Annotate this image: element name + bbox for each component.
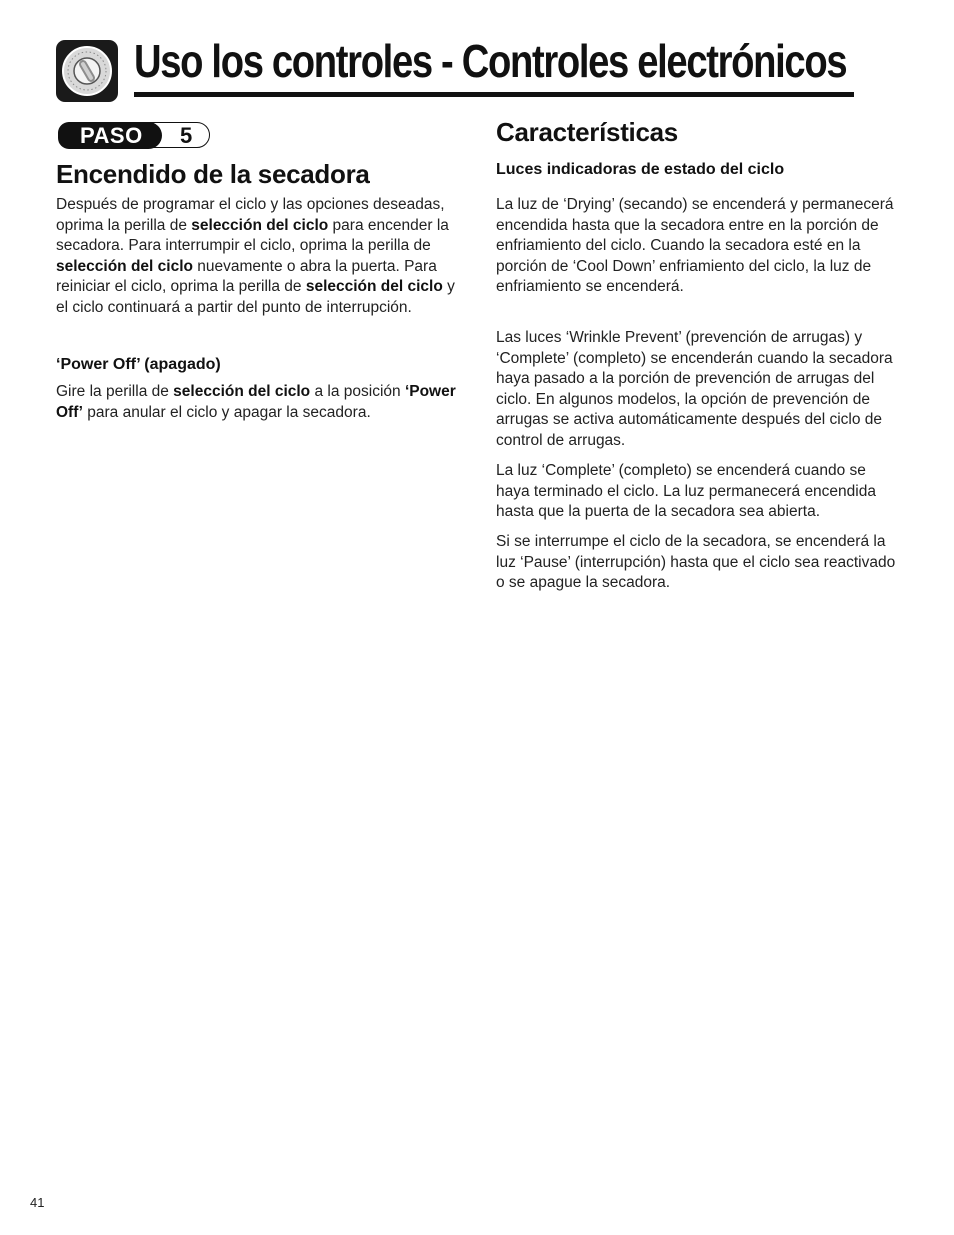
- page-header: [56, 35, 856, 100]
- paragraph-complete-light: La luz ‘Complete’ (completo) se encenderá cuando se haya terminado el ciclo. La luz permanecerá encendida hasta que la puerta de la secadora sea abierta.: [496, 462, 876, 521]
- text-run: Después de programar el ciclo y las opciones deseadas, oprima la perilla de: [56, 196, 445, 234]
- bold-text: selección del ciclo: [191, 216, 329, 234]
- bold-text: selección del ciclo: [173, 383, 311, 400]
- text-run: nuevamente o abra la puerta. Para reiniciar el ciclo, oprima la perilla de: [56, 257, 437, 296]
- paragraph-encendido: [56, 195, 462, 319]
- bold-text: ‘Power Off’: [56, 383, 456, 421]
- subheading-luces-indicadoras: Luces indicadoras de estado del ciclo: [496, 161, 785, 178]
- page-number: 41: [30, 1195, 45, 1210]
- bold-text: selección del ciclo: [305, 278, 443, 296]
- page-title: Uso los controles - Controles electrónicos: [134, 35, 847, 87]
- step-number: 5: [180, 123, 193, 148]
- control-knob-icon: [56, 40, 118, 102]
- paragraph-pause-light: Si se interrumpe el ciclo de la secadora, se encenderá la luz ‘Pause’ (interrupción) hasta que el ciclo sea reactivado o se apague la secadora.: [496, 533, 896, 592]
- control-knob-graphic: [56, 40, 118, 102]
- paragraph-power-off: [56, 382, 462, 423]
- section-heading-encendido: Encendido de la secadora: [56, 159, 370, 189]
- step-badge: [58, 122, 210, 148]
- text-run: Gire la perilla de: [56, 383, 174, 400]
- text-run: y el ciclo continuará a partir del punto de interrupción.: [56, 278, 455, 316]
- text-run: a la posición: [310, 383, 405, 400]
- text-run: para encender la secadora. Para interrumpir el ciclo, oprima la perilla de: [56, 216, 449, 255]
- step-label: PASO: [80, 123, 143, 148]
- subheading-power-off: ‘Power Off’ (apagado): [56, 356, 221, 373]
- paragraph-drying-light: La luz de ‘Drying’ (secando) se encenderá y permanecerá encendida hasta que la secadora entre en la porción de enfriamiento del ciclo. Cuando la secadora esté en la porción de ‘Cool Down’ enfriamiento del ciclo, la luz de enfriamiento se encenderá.: [496, 196, 894, 296]
- text-run: para anular el ciclo y apagar la secadora.: [82, 403, 371, 421]
- paragraph-wrinkle-prevent-light: Las luces ‘Wrinkle Prevent’ (prevención de arrugas) y ‘Complete’ (completo) se encenderán cuando la secadora haya pasado a la porción de prevención de arrugas del ciclo. En algunos modelos, la opción de prevención de arrugas se activa automáticamente después del ciclo de control de arrugas.: [496, 329, 893, 449]
- bold-text: selección del ciclo: [56, 257, 193, 275]
- title-underline: [134, 92, 854, 97]
- section-heading-caracteristicas: Características: [496, 117, 678, 147]
